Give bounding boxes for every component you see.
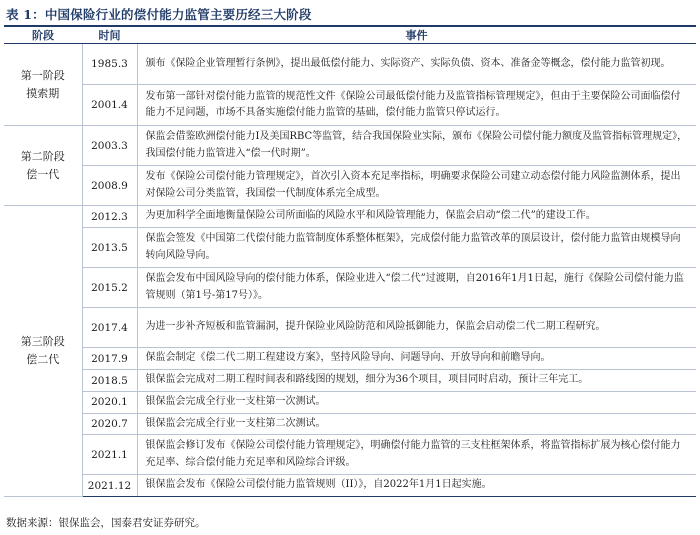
table-row — [4, 268, 696, 308]
time-cell: 2015.2 — [82, 268, 137, 308]
time-cell: 2017.9 — [82, 348, 137, 370]
table-row — [4, 85, 696, 126]
time-cell: 2020.1 — [82, 392, 137, 414]
event-cell: 发布《保险公司偿付能力管理规定》，首次引入资本充足率指标，明确要求保险公司建立动态偿付能力风险监测体系，提出对保险公司分类监管，我国偿一代制度体系完全成型。 — [137, 166, 696, 206]
table-row — [4, 475, 696, 497]
time-cell: 2008.9 — [82, 166, 137, 206]
event-cell: 保监会发布中国风险导向的偿付能力体系，保险业进入“偿二代”过渡期，自2016年1月1日起，施行《保险公司偿付能力监管规则（第1号-第17号）》。 — [137, 268, 696, 308]
time-cell: 2021.12 — [82, 475, 137, 497]
stage-period: 偿二代 — [26, 353, 60, 366]
event-cell: 保监会制定《偿二代二期工程建设方案》，坚持风险导向、问题导向、开放导向和前瞻导向。 — [137, 348, 696, 370]
table-row — [4, 413, 696, 435]
stage-cell-1 — [4, 44, 82, 126]
table-row — [4, 308, 696, 348]
table-row — [4, 126, 696, 166]
column-header-stage: 阶段 — [4, 26, 82, 44]
table-row — [4, 392, 696, 414]
event-cell: 银保监会完成对二期工程时间表和路线图的规划，细分为36个项目，项目同时启动，预计三年完工。 — [137, 370, 696, 392]
table-row — [4, 435, 696, 475]
event-cell: 银保监会发布《保险公司偿付能力监管规则（II）》，自2022年1月1日起实施。 — [137, 475, 696, 497]
table-row — [4, 228, 696, 268]
table-row — [4, 348, 696, 370]
event-cell: 保监会借鉴欧洲偿付能力I及美国RBC等监管，结合我国保险业实际，颁布《保险公司偿付能力额度及监管指标管理规定》，我国偿付能力监管进入“偿一代时期”。 — [137, 126, 696, 166]
time-cell: 2017.4 — [82, 308, 137, 348]
event-cell: 银保监会完成全行业一支柱第二次测试。 — [137, 413, 696, 435]
time-cell: 2012.3 — [82, 206, 137, 228]
table-row — [4, 44, 696, 85]
time-cell: 2001.4 — [82, 85, 137, 126]
stage-name: 第二阶段 — [20, 149, 65, 163]
column-header-event: 事件 — [137, 26, 696, 44]
stage-cell-3 — [4, 206, 82, 497]
stage-name: 第一阶段 — [20, 68, 65, 82]
event-cell: 银保监会修订发布《保险公司偿付能力管理规定》，明确偿付能力监管的三支柱框架体系，将监管指标扩展为核心偿付能力充足率、综合偿付能力充足率和风险综合评级。 — [137, 435, 696, 475]
table-row — [4, 206, 696, 228]
solvency-regulation-table — [4, 25, 696, 497]
table-row — [4, 166, 696, 206]
event-cell: 发布第一部针对偿付能力监管的规范性文件《保险公司最低偿付能力及监管指标管理规定》，但由于主要保险公司面临偿付能力不足问题，市场不具备实施偿付能力监管的基础，偿付能力监管只停试运行。 — [137, 85, 696, 126]
column-header-time: 时间 — [82, 26, 137, 44]
table-caption: 表 1：中国保险行业的偿付能力监管主要历经三大阶段 — [6, 7, 312, 22]
event-cell: 为更加科学全面地衡量保险公司所面临的风险水平和风险管理能力，保监会启动“偿二代”的建设工作。 — [137, 206, 696, 228]
event-cell: 为进一步补齐短板和监管漏洞，提升保险业风险防范和风险抵御能力，保监会启动偿二代二期工程研究。 — [137, 308, 696, 348]
data-source-note: 数据来源：银保监会，国泰君安证券研究。 — [6, 517, 206, 529]
stage-period: 摸索期 — [26, 86, 60, 100]
time-cell: 2020.7 — [82, 413, 137, 435]
time-cell: 2013.5 — [82, 228, 137, 268]
time-cell: 1985.3 — [82, 44, 137, 85]
table-row — [4, 370, 696, 392]
table-header-row — [4, 26, 696, 44]
stage-name: 第三阶段 — [20, 335, 65, 348]
time-cell: 2003.3 — [82, 126, 137, 166]
event-cell: 保监会签发《中国第二代偿付能力监管制度体系整体框架》，完成偿付能力监管改革的顶层设计，偿付能力监管由规模导向转向风险导向。 — [137, 228, 696, 268]
event-cell: 银保监会完成全行业一支柱第一次测试。 — [137, 392, 696, 414]
time-cell: 2021.1 — [82, 435, 137, 475]
time-cell: 2018.5 — [82, 370, 137, 392]
stage-period: 偿一代 — [26, 167, 60, 181]
stage-cell-2 — [4, 126, 82, 206]
event-cell: 颁布《保险企业管理暂行条例》，提出最低偿付能力、实际资产、实际负债、资本、准备金等概念，偿付能力监管初现。 — [137, 44, 696, 85]
